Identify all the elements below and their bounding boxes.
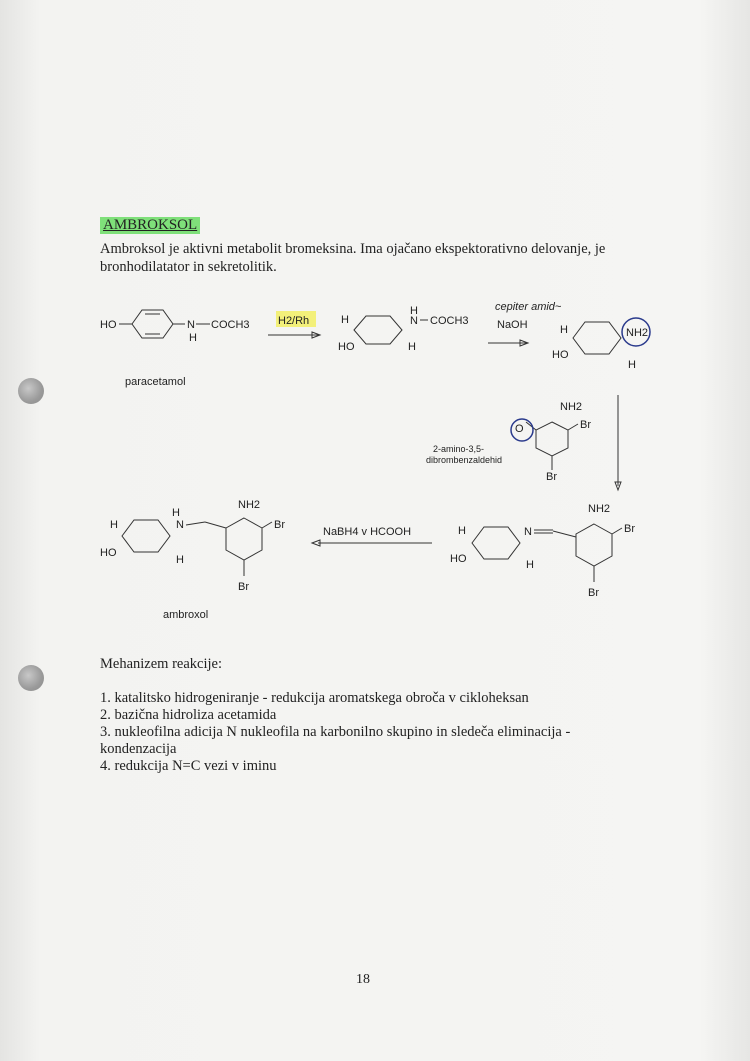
- reagent-naoh: NaOH: [497, 319, 528, 331]
- svg-text:O: O: [515, 423, 524, 435]
- svg-text:N: N: [410, 315, 418, 327]
- svg-text:HO: HO: [100, 547, 117, 559]
- svg-text:H: H: [110, 519, 118, 531]
- list-item: 4. redukcija N=C vezi v iminu: [100, 758, 277, 774]
- svg-text:Br: Br: [238, 581, 249, 593]
- label-ambroxol: ambroxol: [163, 609, 209, 621]
- svg-text:HO: HO: [450, 553, 467, 565]
- cyclohexyl-acetamide: [338, 305, 469, 353]
- reaction-scheme: [0, 280, 750, 640]
- intro-paragraph: Ambroksol je aktivni metabolit bromeksina. Ima ojačano ekspektorativno delovanje, je bronhodilatator in sekretolitik.: [100, 241, 606, 275]
- coch3-label: COCH3: [211, 319, 250, 331]
- svg-text:H: H: [176, 554, 184, 566]
- svg-text:Br: Br: [274, 519, 285, 531]
- reagent-h2-rh: H2/Rh: [278, 315, 310, 327]
- section-title: AMBROKSOL: [100, 217, 200, 234]
- mechanism-title: Mehanizem reakcije:: [100, 656, 222, 672]
- svg-text:H: H: [628, 359, 636, 371]
- svg-text:H: H: [408, 341, 416, 353]
- aminocyclohexanol: [552, 318, 650, 371]
- list-item: 3. nukleofilna adicija N nukleofila na karbonilno skupino in sledeča eliminacija - kondenzacija: [100, 724, 571, 757]
- svg-text:H: H: [560, 324, 568, 336]
- svg-text:H: H: [341, 314, 349, 326]
- n-label: N: [187, 319, 195, 331]
- handwritten-note: cepiter amid~: [495, 301, 562, 313]
- svg-text:H: H: [458, 525, 466, 537]
- punch-hole-bottom: [18, 665, 44, 691]
- svg-text:NH2: NH2: [560, 401, 583, 413]
- paracetamol-structure: [100, 310, 250, 388]
- svg-text:NH2: NH2: [238, 499, 261, 511]
- svg-text:NH2: NH2: [626, 327, 649, 339]
- label-aldehyde-1: 2-amino-3,5-: [433, 444, 485, 454]
- svg-text:H: H: [410, 305, 418, 317]
- svg-text:NH2: NH2: [588, 503, 611, 515]
- h-label: H: [189, 332, 197, 344]
- page-number: 18: [356, 972, 370, 987]
- svg-text:Br: Br: [624, 523, 635, 535]
- list-item: 1. katalitsko hidrogeniranje - redukcija aromatskega obroča v cikloheksan: [100, 690, 529, 706]
- svg-text:N: N: [524, 526, 532, 538]
- svg-text:Br: Br: [588, 587, 599, 599]
- reagent-nabh4: NaBH4 v HCOOH: [323, 526, 412, 538]
- imine-structure: [450, 503, 635, 599]
- svg-text:H: H: [526, 559, 534, 571]
- ho-label: HO: [100, 319, 117, 331]
- svg-text:Br: Br: [580, 419, 591, 431]
- mechanism-list: [100, 690, 620, 775]
- label-paracetamol: paracetamol: [125, 376, 186, 388]
- aminodibromobenzaldehyde: [426, 401, 591, 483]
- svg-text:N: N: [176, 519, 184, 531]
- ambroxol-structure: [100, 499, 285, 621]
- svg-text:H: H: [172, 507, 180, 519]
- list-item: 2. bazična hidroliza acetamida: [100, 707, 277, 723]
- svg-text:Br: Br: [546, 471, 557, 483]
- svg-text:HO: HO: [552, 349, 569, 361]
- svg-text:COCH3: COCH3: [430, 315, 469, 327]
- label-aldehyde-2: dibrombenzaldehid: [426, 455, 503, 465]
- svg-text:HO: HO: [338, 341, 355, 353]
